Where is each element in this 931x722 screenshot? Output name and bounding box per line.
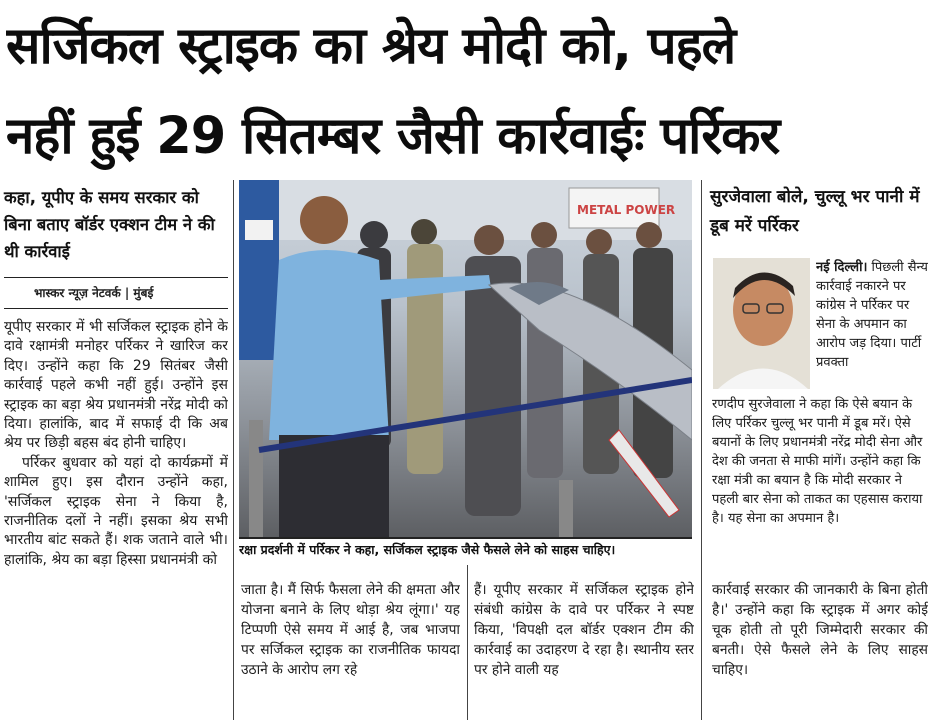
left-column-body (4, 318, 228, 718)
left-paragraph-1: यूपीए सरकार में भी सर्जिकल स्ट्राइक होने के दावे रक्षामंत्री मनोहर पर्रिकर ने खारिज कर दिए। उन्होंने कहा कि 29 सितंबर जैसी कार्रवाई पहले कभी नहीं हुई। उन्होंने इस स्ट्राइक का बड़ा श्रेय प्रधानमंत्री नरेंद्र मोदी को दिया। हालांकि, बाद में सफाई दी कि अब श्रेय पर छिड़ी बहस बंद होनी चाहिए। (4, 319, 228, 452)
column-divider (233, 180, 234, 720)
left-subhead: कहा, यूपीए के समय सरकार को बिना बताए बॉर्डर एक्शन टीम ने की थी कार्रवाई (4, 188, 215, 261)
left-paragraph-2: पर्रिकर बुधवार को यहां दो कार्यक्रमों में शामिल हुए। इस दौरान उन्होंने कहा, 'सर्जिकल स्ट्राइक सेना ने किया है, राजनीतिक दलों ने नहीं। इसका श्रेय सभी भारतीय बांट सकते हैं। शक जताने वाले भी। हालांकि, श्रेय का बड़ा हिस्सा प्रधानमंत्री को (4, 454, 228, 568)
column-divider (701, 180, 702, 720)
column-divider (467, 565, 468, 720)
column-2-text: जाता है। मैं सिर्फ फैसला लेने की क्षमता और योजना बनाने के लिए थोड़ा श्रेय लूंगा।' यह टिप्पणी ऐसे समय में आई है, जब भाजपा पर सर्जिकल स्ट्राइक का राजनीतिक फायदा उठाने के आरोप लग रहे (241, 582, 460, 678)
headline (6, 2, 926, 182)
display-panel (239, 180, 279, 360)
right-body: रणदीप सुरजेवाला ने कहा कि ऐसे बयान के लिए पर्रिकर चुल्लू भर पानी में डूब मरें। ऐसे बयानों के लिए प्रधानमंत्री नरेंद्र मोदी सेना और देश की जनता से माफी मांगें। उन्होंने कहा कि रक्षा मंत्री का बयान है कि मोदी सरकार ने पहली बार सेना को ताकत का एहसास कराया है। यह सेना का अपमान है। (712, 397, 923, 526)
column-3-text: हैं। यूपीए सरकार में सर्जिकल स्ट्राइक होने संबंधी कांग्रेस के दावे पर पर्रिकर ने स्पष्ट किया, 'विपक्षी दल बॉर्डर एक्शन टीम की कार्रवाई का उदाहरण दे रहा है। स्थानीय स्तर पर होने वाली यह (474, 582, 694, 678)
right-headline: सुरजेवाला बोले, चुल्लू भर पानी में डूब मरें पर्रिकर (710, 187, 920, 236)
dateline: नई दिल्ली। (816, 260, 868, 275)
subhead-rule (4, 277, 228, 278)
person-shirt (269, 250, 389, 440)
spokesperson-photo (713, 258, 810, 389)
right-bottom-text: कार्रवाई सरकार की जानकारी के बिना होती है।' उन्होंने कहा कि स्ट्राइक में अगर कोई चूक होती तो पूरी जिम्मेदारी सरकार की बनती। ऐसे फैसले लेने के लिए साहस चाहिए। (712, 582, 928, 678)
byline: भास्कर न्यूज़ नेटवर्क | मुंबई (34, 286, 154, 300)
headline-line-2: नहीं हुई 29 सितम्बर जैसी कार्रवाईः पर्रिकर (6, 107, 780, 166)
headline-line-1: सर्जिकल स्ट्राइक का श्रेय मोदी को, पहले (6, 17, 736, 76)
beside-photo-text: पिछली सैन्य कार्रवाई नकारने पर कांग्रेस ने पर्रिकर पर सेना के अपमान का आरोप जड़ दिया। पार्टी प्रवक्ता (816, 260, 928, 370)
right-beside-photo (816, 258, 928, 396)
exhibition-scene-illustration (239, 180, 692, 537)
photo-caption: रक्षा प्रदर्शनी में पर्रिकर ने कहा, सर्जिकल स्ट्राइक जैसे फैसले लेने को साहस चाहिए। (239, 537, 692, 561)
main-photo (239, 180, 692, 537)
sign-text: METAL POWER (577, 203, 676, 217)
byline-rule (4, 308, 228, 309)
spokesperson-portrait (713, 258, 810, 389)
person-head (300, 196, 348, 244)
